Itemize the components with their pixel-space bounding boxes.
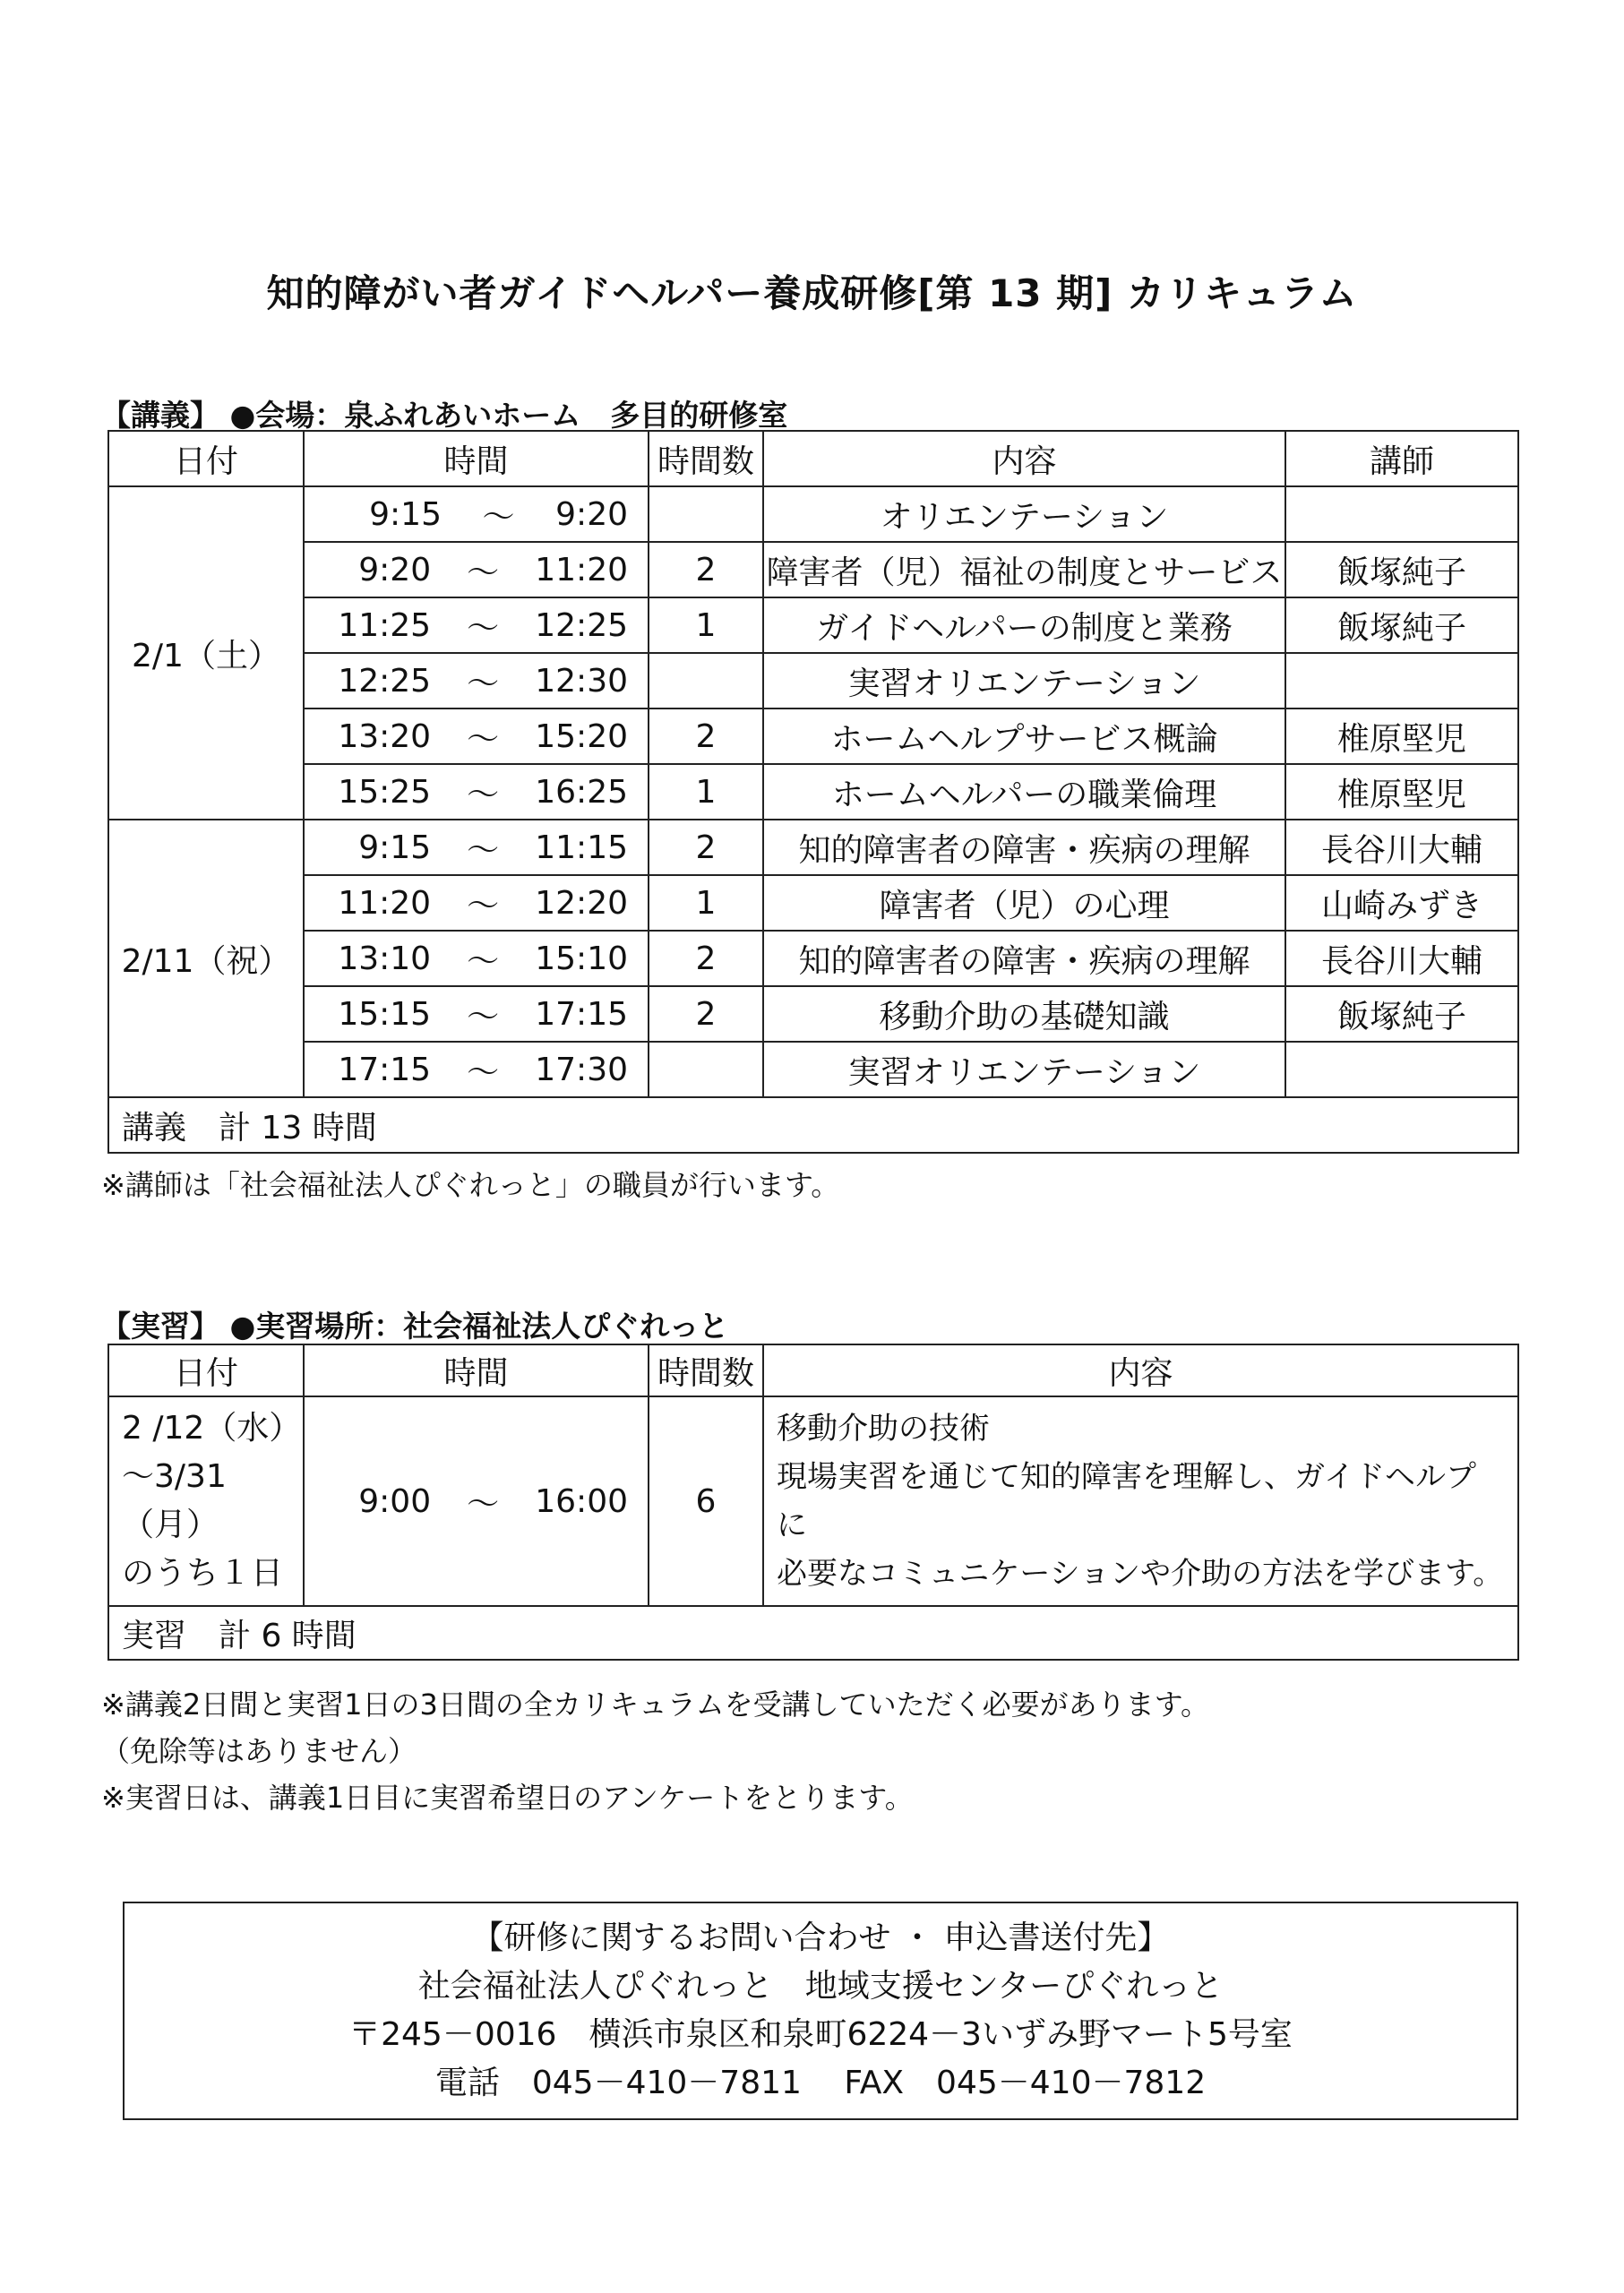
hours-cell: 1 bbox=[649, 597, 763, 653]
content-cell: 移動介助の基礎知識 bbox=[763, 986, 1285, 1042]
time-end: 15:10 bbox=[535, 940, 628, 977]
content-line: 必要なコミュニケーションや介助の方法を学びます。 bbox=[777, 1556, 1504, 1592]
content-cell bbox=[763, 1396, 1518, 1606]
practicum-total: 実習 計 6 時間 bbox=[108, 1606, 1518, 1660]
time-start: 11:25 bbox=[338, 606, 432, 644]
time-cell bbox=[304, 653, 649, 709]
header-date: 日付 bbox=[108, 1344, 304, 1396]
content-cell: 実習オリエンテーション bbox=[763, 1042, 1285, 1097]
header-content: 内容 bbox=[763, 1344, 1518, 1396]
content-cell: ホームヘルプサービス概論 bbox=[763, 709, 1285, 764]
time-cell bbox=[304, 820, 649, 875]
practicum-header-row bbox=[108, 1344, 1518, 1396]
date-line: 2 /12（水） bbox=[122, 1410, 302, 1447]
hours-cell: 1 bbox=[649, 875, 763, 931]
header-hours: 時間数 bbox=[649, 1344, 763, 1396]
time-start: 11:20 bbox=[338, 884, 432, 922]
header-content: 内容 bbox=[763, 431, 1285, 486]
table-row bbox=[108, 820, 1518, 875]
time-start: 12:25 bbox=[338, 662, 432, 700]
lecturer-cell: 椎原堅児 bbox=[1285, 709, 1518, 764]
contact-org: 社会福祉法人ぴぐれっと 地域支援センターぴぐれっと bbox=[417, 1968, 1224, 2005]
time-sep: ～ bbox=[467, 1485, 500, 1523]
table-row bbox=[108, 875, 1518, 931]
contact-address: 〒245－0016 横浜市泉区和泉町6224－3いずみ野マート5号室 bbox=[348, 2016, 1293, 2053]
lecturer-cell: 飯塚純子 bbox=[1285, 597, 1518, 653]
table-row bbox=[108, 1042, 1518, 1097]
date-cell: 2/1（土） bbox=[108, 486, 304, 820]
time-sep: ～ bbox=[467, 609, 500, 647]
table-row bbox=[108, 542, 1518, 597]
time-start: 15:15 bbox=[338, 995, 432, 1033]
practicum-table bbox=[107, 1344, 1519, 1661]
practicum-heading: 【実習】 ●実習場所：社会福祉法人ぴぐれっと bbox=[101, 1309, 729, 1344]
time-cell bbox=[304, 1396, 649, 1606]
time-end: 12:30 bbox=[535, 662, 628, 700]
hours-cell: 2 bbox=[649, 986, 763, 1042]
time-end: 11:20 bbox=[535, 551, 628, 588]
note-line: ※講義2日間と実習1日の3日間の全カリキュラムを受講していただく必要があります。 bbox=[101, 1688, 1210, 1722]
lecturer-cell bbox=[1285, 486, 1518, 542]
table-row bbox=[108, 1396, 1518, 1606]
time-sep: ～ bbox=[467, 998, 500, 1035]
table-row bbox=[108, 653, 1518, 709]
contact-box bbox=[123, 1902, 1518, 2120]
hours-cell: 6 bbox=[649, 1396, 763, 1606]
table-row bbox=[108, 986, 1518, 1042]
note-line: ※実習日は、講義1日目に実習希望日のアンケートをとります。 bbox=[101, 1781, 914, 1815]
lecturer-cell: 椎原堅児 bbox=[1285, 764, 1518, 820]
content-cell: ガイドヘルパーの制度と業務 bbox=[763, 597, 1285, 653]
lecturer-cell: 山崎みずき bbox=[1285, 875, 1518, 931]
table-row bbox=[108, 764, 1518, 820]
time-sep: ～ bbox=[482, 498, 515, 536]
time-sep: ～ bbox=[467, 831, 500, 869]
content-cell: オリエンテーション bbox=[763, 486, 1285, 542]
time-cell bbox=[304, 486, 649, 542]
table-row bbox=[108, 709, 1518, 764]
time-end: 11:15 bbox=[535, 829, 628, 866]
note-line: （免除等はありません） bbox=[101, 1734, 417, 1768]
content-cell: 障害者（児）の心理 bbox=[763, 875, 1285, 931]
time-end: 17:30 bbox=[535, 1051, 628, 1088]
hours-cell: 1 bbox=[649, 764, 763, 820]
content-cell: 知的障害者の障害・疾病の理解 bbox=[763, 820, 1285, 875]
time-end: 16:25 bbox=[535, 773, 628, 811]
content-cell: 障害者（児）福祉の制度とサービス bbox=[763, 542, 1285, 597]
header-time: 時間 bbox=[304, 431, 649, 486]
time-sep: ～ bbox=[467, 1053, 500, 1091]
time-start: 9:20 bbox=[358, 551, 432, 588]
time-start: 15:25 bbox=[338, 773, 432, 811]
time-sep: ～ bbox=[467, 887, 500, 924]
date-line: ～3/31 bbox=[122, 1458, 227, 1495]
content-cell: ホームヘルパーの職業倫理 bbox=[763, 764, 1285, 820]
header-time: 時間 bbox=[304, 1344, 649, 1396]
time-cell bbox=[304, 875, 649, 931]
time-start: 17:15 bbox=[338, 1051, 432, 1088]
lecturer-cell: 長谷川大輔 bbox=[1285, 931, 1518, 986]
time-cell bbox=[304, 986, 649, 1042]
time-sep: ～ bbox=[467, 942, 500, 980]
time-start: 13:20 bbox=[338, 717, 432, 755]
date-cell bbox=[108, 1396, 304, 1606]
lecture-total: 講義 計 13 時間 bbox=[108, 1097, 1518, 1153]
lecture-header-row bbox=[108, 431, 1518, 486]
table-row bbox=[108, 486, 1518, 542]
date-line: （月） bbox=[122, 1507, 219, 1543]
lecturer-cell: 飯塚純子 bbox=[1285, 986, 1518, 1042]
content-line: 現場実習を通じて知的障害を理解し、ガイドヘルプに bbox=[777, 1459, 1476, 1543]
time-end: 12:25 bbox=[535, 606, 628, 644]
table-row bbox=[108, 931, 1518, 986]
hours-cell: 2 bbox=[649, 931, 763, 986]
hours-cell bbox=[649, 1042, 763, 1097]
content-cell: 実習オリエンテーション bbox=[763, 653, 1285, 709]
hours-cell: 2 bbox=[649, 542, 763, 597]
lecturer-cell: 長谷川大輔 bbox=[1285, 820, 1518, 875]
time-start: 9:00 bbox=[358, 1482, 432, 1520]
time-end: 9:20 bbox=[555, 495, 628, 533]
contact-phone: 電話 045－410－7811 FAX 045－410－7812 bbox=[434, 2065, 1207, 2101]
time-cell bbox=[304, 1042, 649, 1097]
time-end: 12:20 bbox=[535, 884, 628, 922]
time-cell bbox=[304, 597, 649, 653]
header-date: 日付 bbox=[108, 431, 304, 486]
header-lecturer: 講師 bbox=[1285, 431, 1518, 486]
contact-heading: 【研修に関するお問い合わせ ・ 申込書送付先】 bbox=[471, 1919, 1170, 1956]
time-sep: ～ bbox=[467, 665, 500, 702]
time-sep: ～ bbox=[467, 776, 500, 813]
time-start: 13:10 bbox=[338, 940, 432, 977]
content-cell: 知的障害者の障害・疾病の理解 bbox=[763, 931, 1285, 986]
time-end: 17:15 bbox=[535, 995, 628, 1033]
time-start: 9:15 bbox=[358, 829, 432, 866]
time-cell bbox=[304, 931, 649, 986]
time-end: 15:20 bbox=[535, 717, 628, 755]
table-row bbox=[108, 597, 1518, 653]
date-cell: 2/11（祝） bbox=[108, 820, 304, 1097]
time-cell bbox=[304, 542, 649, 597]
lecture-note: ※講師は「社会福祉法人ぴぐれっと」の職員が行います。 bbox=[101, 1168, 840, 1202]
lecture-total-row bbox=[108, 1097, 1518, 1153]
time-end: 16:00 bbox=[535, 1482, 628, 1520]
page-title: 知的障がい者ガイドヘルパー養成研修[第 13 期] カリキュラム bbox=[266, 271, 1358, 315]
header-hours: 時間数 bbox=[649, 431, 763, 486]
practicum-total-row bbox=[108, 1606, 1518, 1660]
lecture-table bbox=[107, 430, 1519, 1154]
time-sep: ～ bbox=[467, 554, 500, 591]
lecturer-cell bbox=[1285, 653, 1518, 709]
time-cell bbox=[304, 764, 649, 820]
hours-cell bbox=[649, 653, 763, 709]
lecture-heading: 【講義】 ●会場：泉ふれあいホーム 多目的研修室 bbox=[101, 398, 788, 433]
time-cell bbox=[304, 709, 649, 764]
time-sep: ～ bbox=[467, 720, 500, 758]
hours-cell bbox=[649, 486, 763, 542]
hours-cell: 2 bbox=[649, 820, 763, 875]
date-line: のうち１日 bbox=[122, 1555, 284, 1592]
time-start: 9:15 bbox=[369, 495, 442, 533]
content-line: 移動介助の技術 bbox=[777, 1411, 990, 1447]
lecturer-cell bbox=[1285, 1042, 1518, 1097]
lecturer-cell: 飯塚純子 bbox=[1285, 542, 1518, 597]
hours-cell: 2 bbox=[649, 709, 763, 764]
